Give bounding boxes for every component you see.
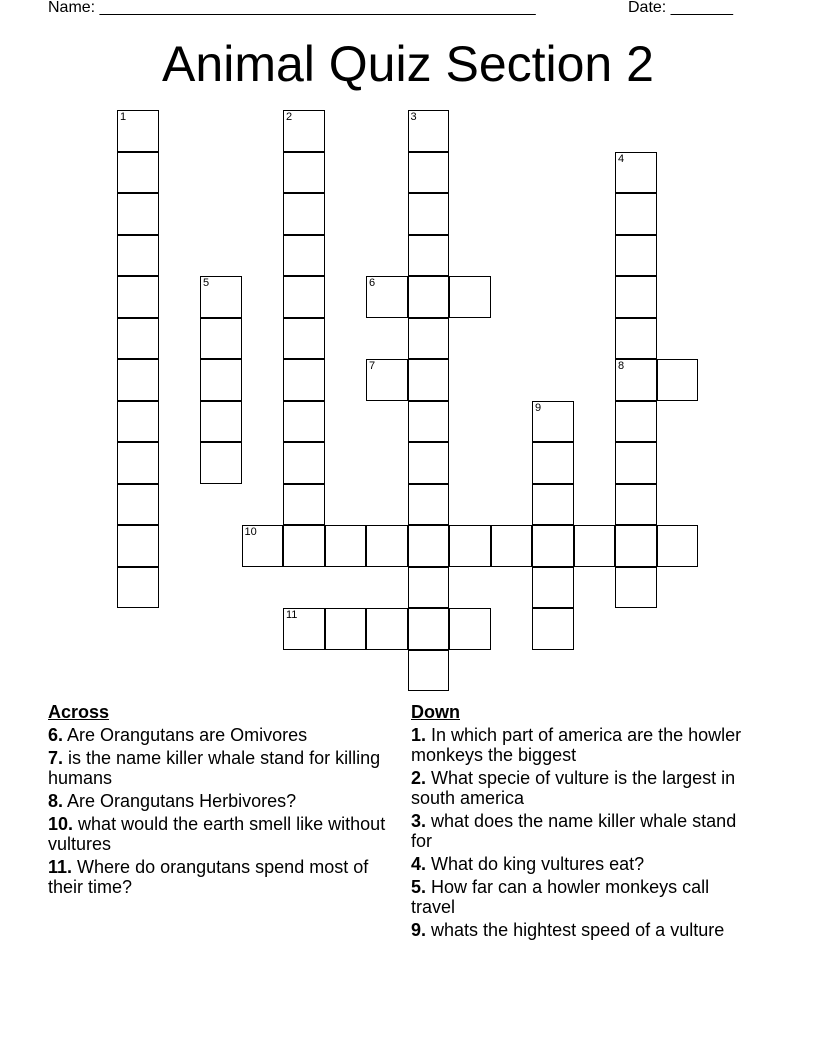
clue-text: How far can a howler monkeys call travel xyxy=(411,877,710,917)
grid-cell[interactable] xyxy=(200,442,242,484)
name-field[interactable]: Name: _________________________________________________ xyxy=(48,0,536,16)
clue-number: 5. xyxy=(411,877,427,897)
clue-text: what would the earth smell like without vultures xyxy=(48,814,386,854)
grid-cell[interactable] xyxy=(366,608,408,650)
grid-cell[interactable] xyxy=(615,442,657,484)
grid-cell[interactable] xyxy=(615,401,657,443)
clue-number: 1. xyxy=(411,725,427,745)
clue-text: whats the hightest speed of a vulture xyxy=(431,920,725,940)
clue-number: 11. xyxy=(48,857,73,877)
grid-cell[interactable] xyxy=(532,525,574,567)
grid-cell[interactable] xyxy=(408,525,450,567)
grid-cell[interactable] xyxy=(408,318,450,360)
grid-cell[interactable] xyxy=(408,608,450,650)
grid-cell[interactable] xyxy=(366,525,408,567)
clue-number: 3. xyxy=(411,811,427,831)
clue-text: What do king vultures eat? xyxy=(431,854,645,874)
cell-number: 8 xyxy=(618,360,625,372)
clue-text: What specie of vulture is the largest in south america xyxy=(411,768,736,808)
grid-cell[interactable] xyxy=(117,276,159,318)
grid-cell[interactable] xyxy=(615,484,657,526)
clue-text: In which part of america are the howler monkeys the biggest xyxy=(411,725,742,765)
cell-number: 1 xyxy=(120,111,127,123)
clue-text: Are Orangutans are Omivores xyxy=(67,725,308,745)
grid-cell[interactable] xyxy=(408,276,450,318)
grid-cell[interactable] xyxy=(117,193,159,235)
cell-number: 10 xyxy=(244,526,257,538)
grid-cell[interactable] xyxy=(408,193,450,235)
grid-cell[interactable] xyxy=(283,276,325,318)
clue-text: Are Orangutans Herbivores? xyxy=(67,791,297,811)
grid-cell[interactable] xyxy=(283,318,325,360)
grid-cell[interactable] xyxy=(408,442,450,484)
page-title: Animal Quiz Section 2 xyxy=(162,36,654,92)
grid-cell[interactable] xyxy=(283,608,325,650)
grid-cell[interactable] xyxy=(200,359,242,401)
cell-number: 7 xyxy=(369,360,376,372)
clue-across-8 xyxy=(48,791,388,811)
grid-cell[interactable] xyxy=(615,235,657,277)
grid-cell[interactable] xyxy=(117,567,159,609)
clue-down-5 xyxy=(411,877,751,917)
grid-cell[interactable] xyxy=(408,484,450,526)
cell-number: 3 xyxy=(410,111,417,123)
grid-cell[interactable] xyxy=(449,276,491,318)
clue-text: what does the name killer whale stand for xyxy=(411,811,737,851)
clue-down-3 xyxy=(411,811,751,851)
grid-cell[interactable] xyxy=(408,650,450,692)
grid-cell[interactable] xyxy=(615,525,657,567)
clue-across-6 xyxy=(48,725,388,745)
grid-cell[interactable] xyxy=(117,401,159,443)
clue-across-11 xyxy=(48,857,388,897)
grid-cell[interactable] xyxy=(283,359,325,401)
clue-text: Where do orangutans spend most of their time? xyxy=(48,857,369,897)
grid-cell[interactable] xyxy=(200,276,242,318)
grid-cell[interactable] xyxy=(117,110,159,152)
grid-cell[interactable] xyxy=(615,359,657,401)
clue-number: 10. xyxy=(48,814,74,834)
clue-number: 6. xyxy=(48,725,64,745)
grid-cell[interactable] xyxy=(408,567,450,609)
grid-cell[interactable] xyxy=(200,318,242,360)
grid-cell[interactable] xyxy=(117,152,159,194)
grid-cell[interactable] xyxy=(283,401,325,443)
cell-number: 4 xyxy=(618,152,625,165)
grid-cell[interactable] xyxy=(532,567,574,609)
clue-across-7 xyxy=(48,748,388,788)
grid-cell[interactable] xyxy=(366,359,408,401)
grid-cell[interactable] xyxy=(532,608,574,650)
grid-cell[interactable] xyxy=(615,567,657,609)
grid-cell[interactable] xyxy=(242,525,284,567)
clue-down-1 xyxy=(411,725,751,765)
clue-number: 2. xyxy=(411,768,427,788)
grid-cell[interactable] xyxy=(615,318,657,360)
grid-cell[interactable] xyxy=(283,525,325,567)
grid-cell[interactable] xyxy=(283,110,325,152)
clue-number: 7. xyxy=(48,748,64,768)
grid-cell[interactable] xyxy=(117,318,159,360)
clue-text: is the name killer whale stand for killing humans xyxy=(48,748,381,788)
grid-cell[interactable] xyxy=(449,608,491,650)
clue-across-10 xyxy=(48,814,388,854)
grid-cell[interactable] xyxy=(449,525,491,567)
grid-cell[interactable] xyxy=(117,442,159,484)
clue-number: 4. xyxy=(411,854,427,874)
clue-number: 8. xyxy=(48,791,64,811)
grid-cell[interactable] xyxy=(283,152,325,194)
grid-cell[interactable] xyxy=(491,525,533,567)
down-clues xyxy=(411,700,751,943)
down-heading: Down xyxy=(411,702,460,722)
cell-number: 2 xyxy=(286,111,293,123)
date-field[interactable]: Date: _______ xyxy=(628,0,733,16)
grid-cell[interactable] xyxy=(615,276,657,318)
grid-cell[interactable] xyxy=(408,401,450,443)
grid-cell[interactable] xyxy=(366,276,408,318)
grid-cell[interactable] xyxy=(657,359,699,401)
grid-cell[interactable] xyxy=(532,442,574,484)
grid-cell[interactable] xyxy=(408,152,450,194)
grid-cell[interactable] xyxy=(408,110,450,152)
grid-cell[interactable] xyxy=(117,484,159,526)
clue-down-9 xyxy=(411,920,751,940)
grid-cell[interactable] xyxy=(200,401,242,443)
grid-cell[interactable] xyxy=(408,359,450,401)
grid-cell[interactable] xyxy=(325,525,367,567)
grid-cell[interactable] xyxy=(117,359,159,401)
grid-cell[interactable] xyxy=(657,525,699,567)
grid-cell[interactable] xyxy=(532,401,574,443)
cell-number: 6 xyxy=(369,277,376,289)
grid-cell[interactable] xyxy=(615,193,657,235)
grid-cell[interactable] xyxy=(117,235,159,277)
across-heading: Across xyxy=(48,702,110,722)
grid-cell[interactable] xyxy=(283,442,325,484)
cell-number: 5 xyxy=(203,277,210,289)
grid-cell[interactable] xyxy=(325,608,367,650)
grid-cell[interactable] xyxy=(615,152,657,194)
across-clues xyxy=(48,700,388,900)
grid-cell[interactable] xyxy=(283,193,325,235)
grid-cell[interactable] xyxy=(283,484,325,526)
cell-number: 9 xyxy=(535,401,542,414)
clue-number: 9. xyxy=(411,920,427,940)
grid-cell[interactable] xyxy=(532,484,574,526)
grid-cell[interactable] xyxy=(117,525,159,567)
grid-cell[interactable] xyxy=(408,235,450,277)
grid-cell[interactable] xyxy=(283,235,325,277)
cell-number: 11 xyxy=(286,609,298,621)
clue-down-2 xyxy=(411,768,751,808)
clue-down-4 xyxy=(411,854,751,874)
grid-cell[interactable] xyxy=(574,525,616,567)
